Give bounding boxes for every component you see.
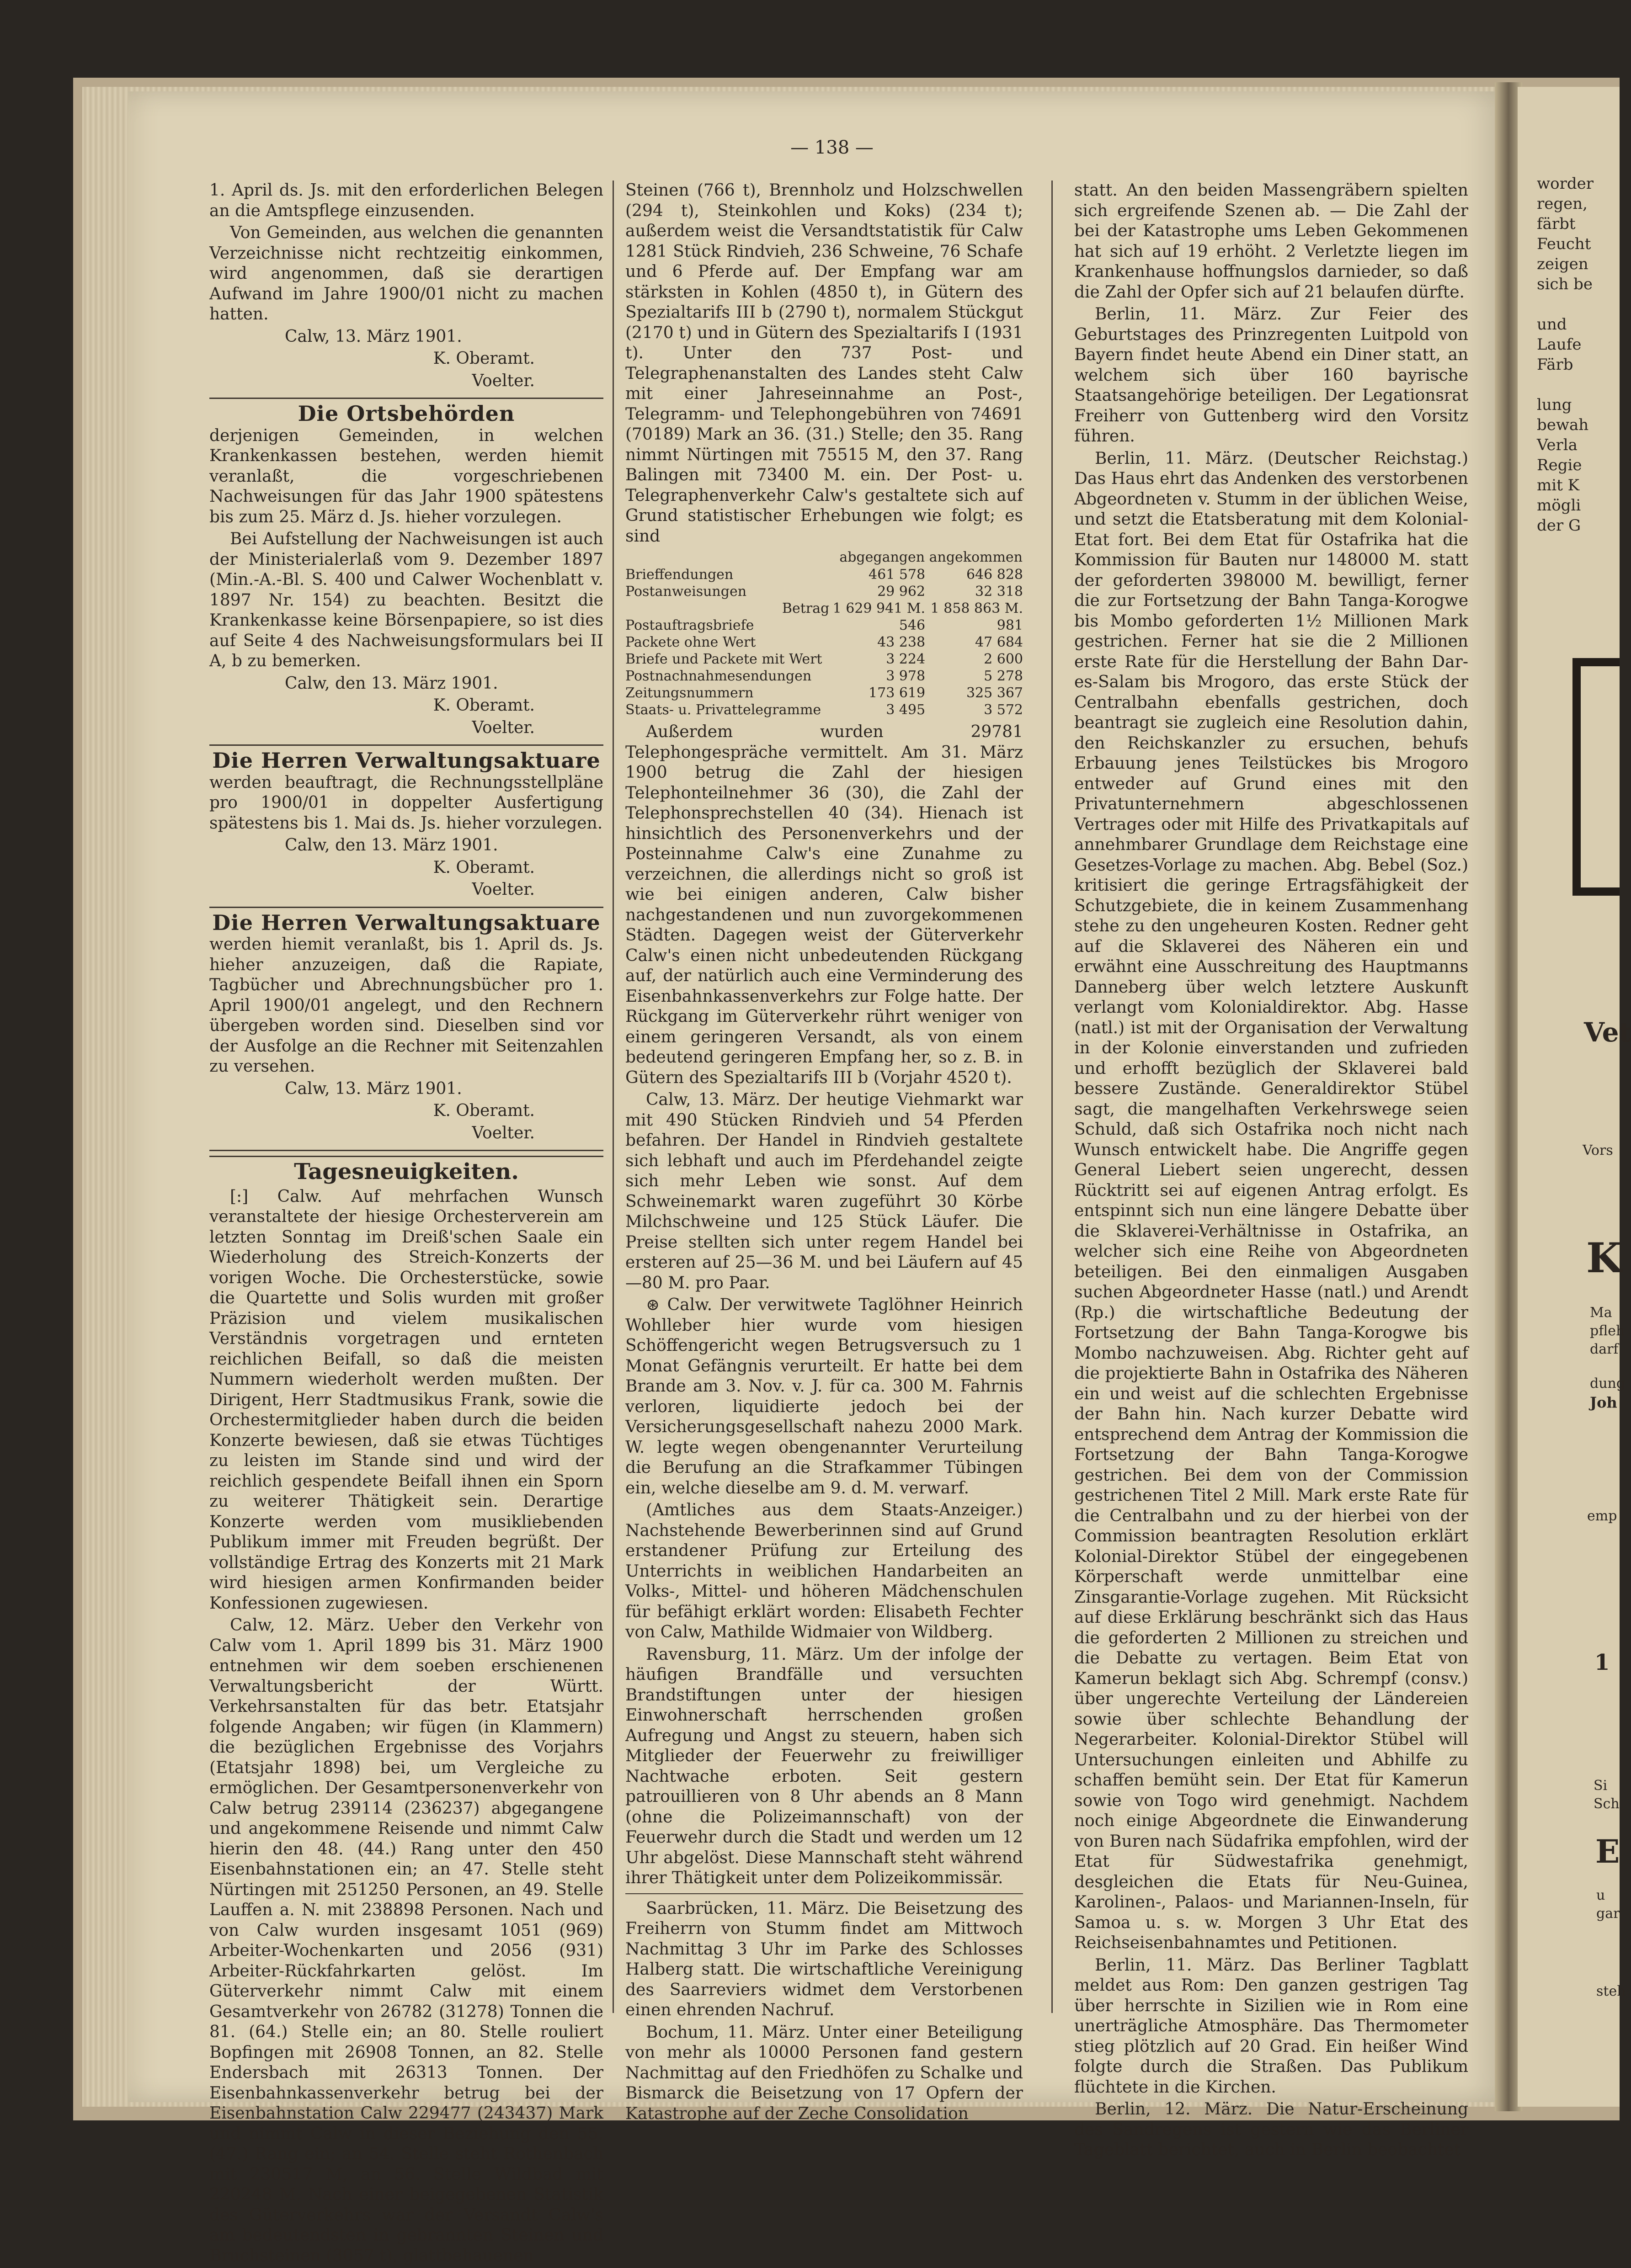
notice-4-office: K. Oberamt. <box>433 1101 535 1120</box>
facing-line: mögli <box>1537 496 1581 515</box>
table-row <box>625 685 1023 701</box>
news-item: [:] Calw. Auf mehrfachen Wunsch veranstaltete der hiesige Orchesterverein am letzten Sonntag im Dreiß'schen Saale ein Wiederholung des Streich-Konzerts der vorigen Woche. Die Orchesterstücke, sowie die Quartette und Solis wurden mit großer Präzision und vielem musikalischen Verständnis vorgetragen und ernteten reichlichen Beifall, so daß die meisten Nummern wiederholt werden mußten. Der Dirigent, Herr Stadtmusikus Frank, sowie die Orchestermitglieder haben durch die beiden Konzerte bewiesen, daß sie etwas Tüchtiges zu leisten im Stande sind und wird der reichlich gespendete Beifall ihnen ein Sporn zu weiterer Thätigkeit sein. Derartige Konzerte werden vom musikliebenden Publikum immer mit Freuden begrüßt. Der vollständige Ertrag des Konzerts mit 21 Mark wird hiesigen armen Konfirmanden beider Konfessionen zugewiesen. <box>209 1187 603 1613</box>
notice-4-date: Calw, 13. März 1901. <box>285 1079 462 1098</box>
news-item: statt. An den beiden Massengräbern spielten sich ergreifende Szenen ab. — Die Zahl der bei der Katastrophe ums Leben Gekommenen hat sich auf 19 erhöht. 2 Verletzte liegen im Krankenhause hoffnungslos darnieder, so daß die Zahl der Opfer sich auf 21 belaufen dürfte. <box>1074 181 1468 302</box>
table-cell-label: Postauftragsbriefe <box>625 617 754 633</box>
column-2 <box>625 181 1023 2126</box>
table-cell: 3 495 <box>886 702 926 718</box>
notice-2-office: K. Oberamt. <box>433 696 535 715</box>
divider <box>209 398 603 399</box>
table-cell-label: Betrag <box>782 600 830 616</box>
notice-3-heading: Die Herren Verwaltungsaktuare <box>212 748 601 773</box>
notice-1-text: 1. April ds. Js. mit den erforderlichen Belegen an die Amtspflege einzusenden. <box>209 181 603 220</box>
notice-4-text: werden hiemit veranlaßt, bis 1. April ds. Js. hieher anzuzeigen, daß die Rapiate, Tagbücher und Abrechnungsbücher pro 1. April 1900/01 angelegt, und den Rechnern übergeben worden sind. Dieselben sind vor der Ausfolge an die Rechner mit Seitenzahlen zu versehen. <box>209 935 603 1076</box>
facing-fragment: Vet <box>1584 1017 1631 1048</box>
table-cell: 47 684 <box>975 634 1023 650</box>
page-number: — 138 — <box>790 137 874 158</box>
news-item: Saarbrücken, 11. März. Die Beisetzung des Freiherrn von Stumm findet am Mittwoch Nachmittag 3 Uhr im Parke des Schlosses Halberg statt. Die wirtschaftliche Vereinigung des Saarreviers widmet dem Verstorbenen einen ehrenden Nachruf. <box>625 1899 1023 2019</box>
facing-fragment: K <box>1586 1234 1622 1282</box>
facing-fragment: 1 <box>1594 1650 1610 1675</box>
facing-line: der G <box>1537 516 1581 535</box>
table-cell: 461 578 <box>869 567 926 583</box>
news-item: (Amtliches aus dem Staats-Anzeiger.) Nachstehende Bewerberinnen sind auf Grund erstandener Prüfung zur Erteilung des Unterrichts in weiblichen Handarbeiten an Volks-, Mittel- und höheren Mädchenschulen für befähigt erklärt worden: Elisabeth Fechter von Calw, Mathilde Widmaier von Wildberg. <box>625 1501 1023 1641</box>
table-row <box>625 668 1023 685</box>
news-item: Berlin, 12. März. Die Natur-Erscheinung des Sandregens ist gestern wie das Berliner Tageblatt berichtet, auch in Berlin beobachtet <box>1074 2100 1468 2159</box>
notice-1-office: K. Oberamt. <box>433 349 535 368</box>
column-rule <box>1051 181 1053 2013</box>
news-item: ⊛ Calw. Der verwitwete Taglöhner Heinrich Wohlleber hier wurde vom hiesigen Schöffengericht wegen Betrugsversuch zu 1 Monat Gefängnis verurteilt. Er hatte bei dem Brande am 3. Nov. v. J. für ca. 300 M. Fahrnis verloren, liquidierte jedoch bei der Versicherungsgesellschaft nahezu 2000 Mark. W. legte wegen obengenannter Verurteilung die Berufung an die Strafkammer Tübingen ein, welche dieselbe am 9. d. M. verwarf. <box>625 1296 1023 1498</box>
table-row <box>625 566 1023 583</box>
table-cell-label: Zeitungsnummern <box>625 685 754 701</box>
table-cell: 981 <box>997 617 1023 633</box>
notice-3-text: werden beauftragt, die Rechnungsstellpläne pro 1900/01 in doppelter Ausfertigung spätestens bis 1. Mai ds. Js. hieher vorzulegen. <box>209 773 603 833</box>
column-1 <box>209 181 603 2268</box>
table-cell-label: Packete ohne Wert <box>625 634 756 650</box>
notice-2-date: Calw, den 13. März 1901. <box>285 674 498 693</box>
facing-line: färbt <box>1537 215 1576 233</box>
table-cell: 546 <box>899 617 926 633</box>
facing-fragment: emp <box>1587 1508 1617 1524</box>
facing-line: lung <box>1537 396 1572 414</box>
table-row <box>625 617 1023 634</box>
table-row <box>625 701 1023 718</box>
table-header: angekommen <box>929 549 1023 565</box>
facing-line: Laufe <box>1537 335 1582 354</box>
news-item: Berlin, 11. März. Das Berliner Tagblatt meldet aus Rom: Den ganzen gestrigen Tag über herrschte in Sizilien wie in Rom eine unerträgliche Atmosphäre. Das Thermometer stieg plötzlich auf 20 Grad. Ein heißer Wind folgte durch die Straßen. Das Publikum flüchtete in die Kirchen. <box>1074 1955 1468 2097</box>
facing-line: bewah <box>1537 416 1589 434</box>
notice-1-text-2: Von Gemeinden, aus welchen die genannten Verzeichnisse nicht rechtzeitig einkommen, wird angenommen, daß sie derartigen Aufwand im Jahre 1900/01 nicht zu machen hatten. <box>209 223 603 324</box>
facing-fragment: gar <box>1596 1906 1620 1922</box>
table-cell: 43 238 <box>877 634 926 650</box>
news-item: Berlin, 11. März. Zur Feier des Geburtstages des Prinzregenten Luitpold von Bayern findet heute Abend ein Diner statt, an welchem sich über 160 bayrische Staatsangehörige beteiligen. Der Legationsrat Freiherr von Guttenberg wird den Vorsitz führen. <box>1074 305 1468 446</box>
facing-line: worder <box>1537 175 1594 193</box>
facing-line: Färb <box>1537 356 1573 374</box>
table-cell: 646 828 <box>966 567 1023 583</box>
facing-fragment: Joh <box>1590 1394 1617 1411</box>
facing-fragment: Vors <box>1583 1142 1613 1158</box>
column-rule <box>613 181 614 2013</box>
facing-fragment: dung <box>1590 1376 1626 1392</box>
table-cell: 2 600 <box>984 651 1023 667</box>
notice-4-heading: Die Herren Verwaltungsaktuare <box>212 910 601 935</box>
double-divider <box>209 1150 603 1157</box>
notice-3-signature: Voelter. <box>472 880 535 899</box>
facing-fragment: Sch <box>1594 1796 1620 1812</box>
divider <box>625 1893 1023 1894</box>
table-cell-label: Brieffendungen <box>625 567 734 583</box>
notice-2-heading: Die Ortsbehörden <box>298 401 515 426</box>
table-cell: 3 572 <box>984 702 1023 718</box>
news-item: Außerdem wurden 29781 Telephongespräche vermittelt. Am 31. März 1900 betrug die Zahl der hiesigen Telephonteilnehmer 36 (30), die Zahl der Telephonsprechstellen 40 (34). Hienach ist hinsichtlich des Personenverkehrs und der Posteinnahme Calw's eine Zunahme zu verzeichnen, die allerdings nicht so groß ist wie bei einigen anderen, Calw bisher nachgestandenen und nun zuvorgekommenen Städten. Dagegen weist der Güterverkehr Calw's einen nicht unbedeutenden Rückgang auf, der natürlich auch eine Verminderung des Eisenbahnkassenverkehrs zur Folge hatte. Der Rückgang im Güterverkehr rührt weniger von einem geringeren Versandt, als von einem bedeutend geringeren Empfang her, so z. B. in Gütern des Spezialtarifs III b (Vorjahr 4520 t). <box>625 722 1023 1087</box>
facing-page-ad-frame <box>1572 658 1620 896</box>
facing-fragment: Si <box>1594 1778 1608 1794</box>
facing-line <box>1537 294 1617 314</box>
table-cell-label: Postanweisungen <box>625 584 747 600</box>
table-cell: 3 224 <box>886 651 926 667</box>
facing-fragment: E <box>1595 1832 1620 1870</box>
table-cell: 32 318 <box>975 584 1023 600</box>
facing-line: und <box>1537 315 1567 334</box>
table-row <box>625 600 1023 617</box>
table-cell: 325 367 <box>966 685 1023 701</box>
table-cell: 29 962 <box>877 584 926 600</box>
table-cell: 1 858 863 M. <box>930 600 1023 616</box>
facing-line: zeigen <box>1537 255 1588 273</box>
facing-fragment: darf <box>1590 1341 1619 1357</box>
notice-1-date: Calw, 13. März 1901. <box>285 327 462 346</box>
divider <box>209 744 603 746</box>
postal-statistics-table <box>625 548 1023 718</box>
notice-3-office: K. Oberamt. <box>433 858 535 877</box>
news-item: Bochum, 11. März. Unter einer Beteiligung von mehr als 10000 Personen fand gestern Nachmittag auf den Friedhöfen zu Schalke und Bismarck die Beisetzung von 17 Opfern der Katastrophe auf der Zeche Consolidation <box>625 2023 1023 2123</box>
notice-2-signature: Voelter. <box>472 718 535 737</box>
table-header: abgegangen <box>839 549 925 565</box>
notice-3-date: Calw, den 13. März 1901. <box>285 836 498 855</box>
news-item: Calw, 12. März. Ueber den Verkehr von Calw vom 1. April 1899 bis 31. März 1900 entnehmen wir dem soeben erschienenen Verwaltungsbericht der Württ. Verkehrsanstalten für das betr. Etatsjahr folgende Angaben; wir fügen (in Klammern) die bezüglichen Ergebnisse des Vorjahrs (Etatsjahr 1898) bei, um Vergleiche zu ermöglichen. Der Gesamtpersonenverkehr von Calw betrug 239114 (236237) abgegangene und angekommene Reisende und nimmt Calw hierin den 48. (44.) Rang unter den 450 Eisenbahnstationen ein; an 47. Stelle steht Nürtingen mit 251250 Personen, an 49. Stelle Lauffen a. N. mit 238898 Personen. Nach und von Calw wurden insgesamt 1051 (969) Arbeiter-Wochenkarten und 2056 (931) Arbeiter-Rückfahrkarten gelöst. Im Güterverkehr nimmt Calw mit einem Gesamtverkehr von 26782 (31278) Tonnen die 81. (64.) Stelle ein; an 80. Stelle rouliert Bopfingen mit 26908 Tonnen, an 82. Stelle Endersbach mit 26313 Tonnen. Der Eisenbahnkassenverkehr betrug bei der Eisenbahnstation Calw 229477 (243437) Mark und nimmt Calw in dieser Beziehung den 55. (47.) Rang ein; an 54. Stelle steht Rothenbach mit 230517 M, an 56. Stelle Wildbad mit 220248 M. Nach einer beigegebenen Statistik des Güterverkehrs war der Versandt Calw's am bedeutendsten in gebrannten Steinen und Bruchsteinen (3057 t), glattbehauenen <box>209 1616 603 2265</box>
facing-fragment: u <box>1596 1887 1605 1903</box>
section-title: Tagesneuigkeiten. <box>294 1159 519 1184</box>
table-row <box>625 634 1023 651</box>
notice-2-text: derjenigen Gemeinden, in welchen Krankenkassen bestehen, werden hiemit veranlaßt, die vorgeschriebenen Nachweisungen für das Jahr 1900 spätestens bis zum 25. März d. Js. hieher vorzulegen. <box>209 426 603 526</box>
facing-fragment: Ma <box>1590 1305 1612 1321</box>
divider <box>209 907 603 908</box>
news-item: Calw, 13. März. Der heutige Viehmarkt war mit 490 Stücken Rindvieh und 54 Pferden befahren. Der Handel in Rindvieh gestaltete sich lebhaft und auch im Pferdehandel zeigte sich mehr Leben wie sonst. Auf dem Schweinemarkt waren zugeführt 30 Körbe Milchschweine und 125 Stück Läufer. Die Preise stellten sich unter regem Handel bei ersteren auf 25—36 M. und bei Läufern auf 45—80 M. pro Paar. <box>625 1090 1023 1292</box>
table-cell: 3 978 <box>886 668 926 684</box>
table-cell-label: Staats- u. Privattelegramme <box>625 702 821 718</box>
news-item: Ravensburg, 11. März. Um der infolge der häufigen Brandfälle und versuchten Brandstiftungen unter der hiesigen Einwohnerschaft herrschenden großen Aufregung und Angst zu steuern, haben sich Mitglieder der Feuerwehr zu freiwilliger Nachtwache erboten. Seit gestern patrouillieren von 8 Uhr abends an 8 Mann (ohne die Polizeimannschaft) von der Feuerwehr durch die Stadt und werden um 12 Uhr abgelöst. Diese Mannschaft steht während ihrer Thätigkeit unter dem Polizeikommissär. <box>625 1645 1023 1887</box>
facing-page-text-upper <box>1537 174 1617 536</box>
facing-line: Feucht <box>1537 235 1591 253</box>
table-row <box>625 583 1023 600</box>
facing-line <box>1537 375 1617 395</box>
facing-line: sich be <box>1537 275 1593 293</box>
table-row <box>625 651 1023 668</box>
notice-4-signature: Voelter. <box>472 1123 535 1142</box>
facing-line: regen, <box>1537 195 1588 213</box>
news-item: Berlin, 11. März. (Deutscher Reichstag.) Das Haus ehrt das Andenken des verstorbenen Abgeordneten v. Stumm in der üblichen Weise, und setzt die Etatsberatung mit dem Kolonial-Etat fort. Bei dem Etat für Ostafrika hat die Kommission für Bauten nur 148000 M. statt der geforderten 398000 M. bewilligt, ferner die zur Fortsetzung der Bahn Tanga-Korogwe bis Mombo geforderten 1½ Millionen Mark gestrichen. Ferner hat sie die 2 Millionen erste Rate für die Herstellung der Bahn Dar-es-Salam bis Mrogoro, das erste Stück der Centralbahn ebenfalls gestrichen, doch beantragt sie zugleich eine Resolution dahin, den Reichskanzler zu ersuchen, behufs Erbauung jenes Teilstückes bis Mrogoro entweder auf Grund eines mit den Privatunternehmern abgeschlossenen Vertrages oder mit Hilfe des Privatkapitals auf annehmbarer Grundlage dem Reichstage eine Gesetzes-Vorlage zu machen. Abg. Bebel (Soz.) kritisiert die geringe Ertragsfähigkeit der Schutzgebiete, die in keinem Zusammenhang stehe zu den ungeheuren Kosten. Redner geht auf die Sklaverei des Näheren ein und erwähnt eine Ausschreitung des Hauptmanns Danneberg über welch letztere Auskunft verlangt vom Kolonialdirektor. Abg. Hasse (natl.) ist mit der Organisation der Verwaltung in der Kolonie einverstanden und zufrieden und erhofft bezüglich der Sklaverei bald bessere Zustände. Generaldirektor Stübel sagt, die mangelhaften Verkehrswege seien Schuld, daß sich Ostafrika noch nicht nach Wunsch entwickelt habe. Die Angriffe gegen General Liebert seien ungerecht, dessen Rücktritt sei auf eigenen Antrag erfolgt. Es entspinnt sich nun eine längere Debatte über die Sklaverei-Verhältnisse in Ostafrika, an welcher sich eine Reihe von Abgeordneten beteiligen. Bei den einmaligen Ausgaben suchen Abgeordneter Hasse (natl.) und Arendt (Rp.) die wirtschaftliche Bedeutung der Fortsetzung der Bahn Tanga-Korogwe bis Mombo nachzuweisen. Abg. Richter geht auf die projektierte Bahn in Ostafrika des Näheren ein und weist auf die schlechten Ergebnisse der Bahn hin. Nach kurzer Debatte wird entsprechend dem Antrag der Kommission die Fortsetzung der Bahn Tanga-Korogwe gestrichen. Bei dem von der Commission gestrichenen Titel 2 Mill. Mark erste Rate für die Centralbahn und zu der hierbei von der Commission beantragten Resolution erklärt Kolonial-Direktor Stübel der eingegebenen Körperschaft werde unmittelbar eine Zinsgarantie-Vorlage zugehen. Mit Rücksicht auf diese Erklärung beschränkt sich das Haus die geforderten 2 Millionen zu streichen und die Debatte zu vertagen. Beim Etat von Kamerun beklagt sich Abg. Schrempf (consv.) über ungerechte Verteilung der Ländereien sowie über schlechte Behandlung der Negerarbeiter. Kolonial-Direktor Stübel will Untersuchungen einleiten und Abhilfe zu schaffen bemüht sein. Der Etat für Kamerun sowie von Togo wird genehmigt. Nachdem noch einige Abgeordnete die Einwanderung von Buren nach Südafrika empfohlen, wird der Etat für Südwestafrika genehmigt, desgleichen die Etats für Neu-Guinea, Karolinen-, Palaos- und Mariannen-Inseln, für Samoa u. s. w. Morgen 3 Uhr Etat des Reichseisenbahnamtes und Petitionen. <box>1074 449 1468 1952</box>
news-item: Steinen (766 t), Brennholz und Holzschwellen (294 t), Steinkohlen und Koks) (234 t); außerdem weist die Versandtstatistik für Calw 1281 Stück Rindvieh, 236 Schweine, 76 Schafe und 6 Pferde auf. Der Empfang war am stärksten in Kohlen (4850 t), in Gütern des Spezialtarifs III b (2790 t), normalem Stückgut (2170 t) und in Gütern des Spezialtarifs I (1931 t). Unter den 737 Post- und Telegraphenanstalten des Landes steht Calw mit einer Jahreseinnahme an Post-, Telegramm- und Telephongebühren von 74691 (70189) Mark an 36. (31.) Stelle; den 35. Rang nimmt Nürtingen mit 75515 M, den 37. Rang Balingen mit 73400 M. ein. Der Post- u. Telegraphenverkehr Calw's gestaltete sich auf Grund statistischer Erhebungen wie folgt; es sind <box>625 181 1023 546</box>
facing-line: Verla <box>1537 436 1578 454</box>
facing-line: Regie <box>1537 456 1582 474</box>
table-cell: 1 629 941 M. <box>832 600 926 616</box>
notice-2-text-2: Bei Aufstellung der Nachweisungen ist auch der Ministerialerlaß vom 9. Dezember 1897 (Min.-A.-Bl. S. 400 und Calwer Wochenblatt v. 1897 Nr. 154) zu beachten. Besitzt die Krankenkasse keine Börsenpapiere, so ist dies auf Seite 4 des Nachweisungsformulars bei II A, b zu bemerken. <box>209 530 603 670</box>
table-header-row <box>625 548 1023 566</box>
table-cell: 5 278 <box>984 668 1023 684</box>
table-header-label <box>625 548 829 566</box>
facing-fragment: pfleh <box>1590 1323 1625 1339</box>
facing-line: mit K <box>1537 476 1579 494</box>
facing-fragment: steh <box>1596 1983 1626 1999</box>
notice-1-signature: Voelter. <box>472 371 535 390</box>
table-cell-label: Briefe und Packete mit Wert <box>625 651 822 667</box>
table-cell-label: Postnachnahmesendungen <box>625 668 812 684</box>
table-cell: 173 619 <box>869 685 926 701</box>
column-3 <box>1074 181 1468 2162</box>
